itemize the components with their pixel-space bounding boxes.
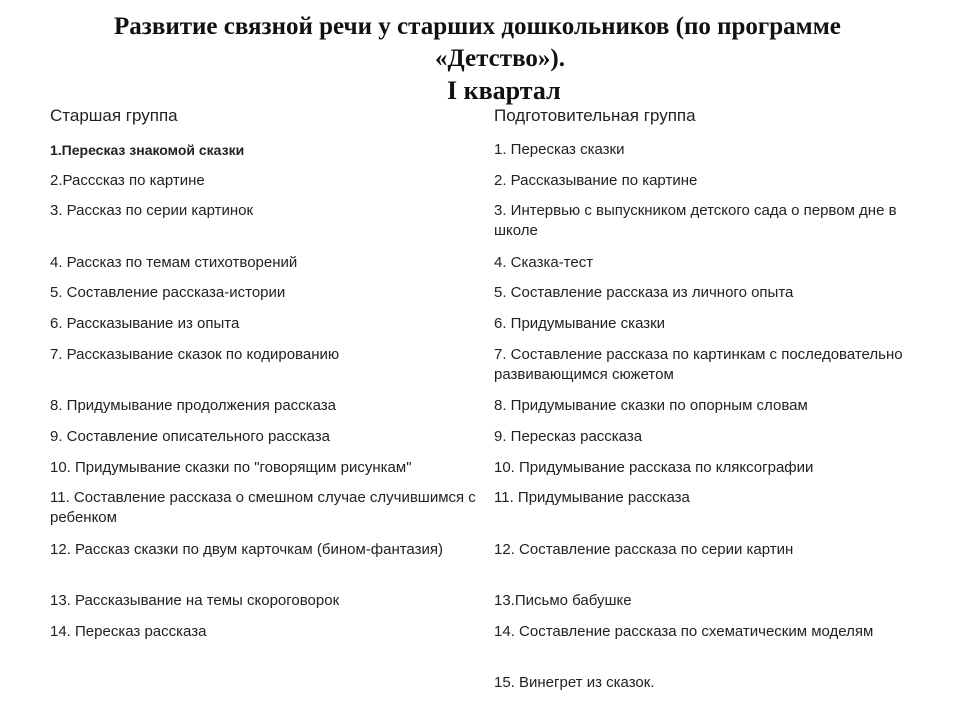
senior-group-item: 11. Составление рассказа о смешном случае случившимся с ребенком: [50, 489, 476, 526]
title-line-2: «Детство»).: [435, 45, 565, 72]
quarter-heading: I квартал: [447, 76, 561, 105]
senior-group-item: 6. Рассказывание из опыта: [50, 315, 240, 332]
senior-group-item: 12. Рассказ сказки по двум карточкам (бином-фантазия): [50, 541, 443, 558]
senior-group-item: 8. Придумывание продолжения рассказа: [50, 397, 336, 414]
senior-group-item: 2.Расссказ по картине: [50, 172, 205, 189]
title-line-1: Развитие связной речи у старших дошкольников (по программе: [114, 13, 841, 40]
senior-group-item: 13. Рассказывание на темы скороговорок: [50, 592, 340, 609]
preparatory-group-item: 11. Придумывание рассказа: [494, 489, 690, 506]
preparatory-group-item: 8. Придумывание сказки по опорным словам: [494, 397, 808, 414]
senior-group-item: 1.Пересказ знакомой сказки: [50, 142, 245, 158]
preparatory-group-item: 12. Составление рассказа по серии картин: [494, 541, 794, 558]
preparatory-group-item: 4. Сказка-тест: [494, 254, 594, 271]
preparatory-group-item: 3. Интервью с выпускником детского сада о первом дне в школе: [494, 202, 897, 239]
preparatory-group-item: 2. Рассказывание по картине: [494, 172, 698, 189]
column-header-preparatory-group: Подготовительная группа: [494, 106, 696, 125]
preparatory-group-item: 1. Пересказ сказки: [494, 141, 625, 158]
preparatory-group-item: 7. Составление рассказа по картинкам с последовательно развивающимся сюжетом: [494, 346, 903, 383]
senior-group-item: 5. Составление рассказа-истории: [50, 284, 286, 301]
preparatory-group-item: 15. Винегрет из сказок.: [494, 674, 655, 691]
preparatory-group-item: 6. Придумывание сказки: [494, 315, 666, 332]
senior-group-item: 4. Рассказ по темам стихотворений: [50, 254, 298, 271]
senior-group-item: 9. Составление описательного рассказа: [50, 428, 331, 445]
preparatory-group-item: 10. Придумывание рассказа по кляксографии: [494, 459, 814, 476]
preparatory-group-item: 9. Пересказ рассказа: [494, 428, 643, 445]
preparatory-group-item: 14. Составление рассказа по схематическим моделям: [494, 623, 874, 640]
senior-group-item: 10. Придумывание сказки по "говорящим рисункам": [50, 459, 412, 476]
preparatory-group-item: 5. Составление рассказа из личного опыта: [494, 284, 794, 301]
preparatory-group-item: 13.Письмо бабушке: [494, 592, 632, 609]
senior-group-item: 7. Рассказывание сказок по кодированию: [50, 346, 340, 363]
column-header-senior-group: Старшая группа: [50, 106, 178, 125]
senior-group-item: 14. Пересказ рассказа: [50, 623, 207, 640]
senior-group-item: 3. Рассказ по серии картинок: [50, 202, 254, 219]
